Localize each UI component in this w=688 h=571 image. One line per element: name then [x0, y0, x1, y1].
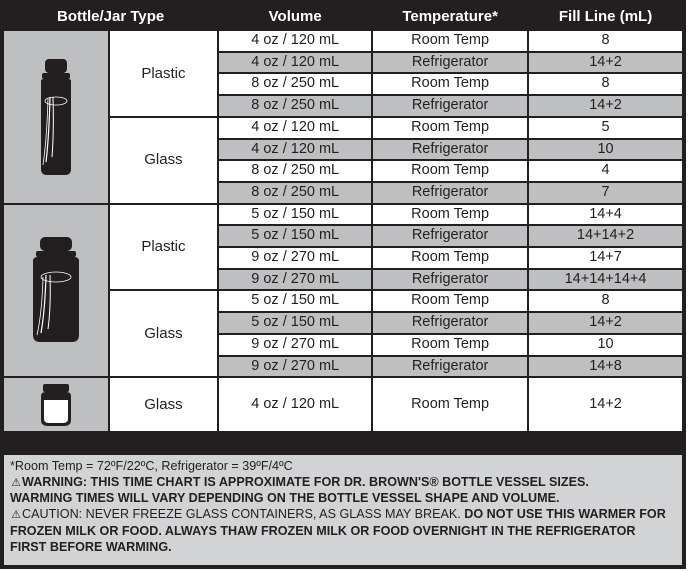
temperature-cell: Room Temp [373, 291, 527, 311]
fill-line-cell: 4 [529, 161, 682, 181]
volume-cell: 4 oz / 120 mL [219, 31, 371, 51]
temperature-cell: Refrigerator [373, 357, 527, 377]
temperature-cell: Room Temp [373, 205, 527, 225]
volume-cell: 5 oz / 150 mL [219, 313, 371, 333]
fill-line-cell: 7 [529, 183, 682, 203]
fill-line-cell: 14+2 [529, 313, 682, 333]
fill-line-cell: 10 [529, 335, 682, 355]
volume-cell: 4 oz / 120 mL [219, 140, 371, 160]
volume-cell: 8 oz / 250 mL [219, 74, 371, 94]
warning-line-1: ⚠WARNING: THIS TIME CHART IS APPROXIMATE FOR DR. BROWN'S® BOTTLE VESSEL SIZES. [10, 475, 682, 492]
wide-bottle-icon [28, 235, 84, 345]
table-row [4, 205, 682, 225]
volume-cell: 9 oz / 270 mL [219, 270, 371, 290]
jar-cell [4, 378, 108, 431]
fill-line-cell: 8 [529, 31, 682, 51]
volume-cell: 5 oz / 150 mL [219, 291, 371, 311]
caution-normal: CAUTION: NEVER FREEZE GLASS CONTAINERS, AS GLASS MAY BREAK. [22, 507, 461, 522]
fill-line-cell: 8 [529, 291, 682, 311]
warning-line-2: WARMING TIMES WILL VARY DEPENDING ON THE BOTTLE VESSEL SHAPE AND VOLUME. [10, 491, 560, 506]
temperature-cell: Room Temp [373, 378, 527, 431]
caution-bold: DO NOT USE THIS WARMER FOR [460, 507, 666, 522]
volume-cell: 5 oz / 150 mL [219, 205, 371, 225]
material-label: Glass [110, 291, 218, 376]
temperature-cell: Room Temp [373, 248, 527, 268]
jar-icon [37, 382, 75, 428]
fill-line-cell: 8 [529, 74, 682, 94]
header-type: Bottle/Jar Type [4, 4, 217, 29]
material-label: Plastic [110, 31, 218, 116]
caution-line-1 [10, 507, 682, 524]
caution-line-2: FROZEN MILK OR FOOD. ALWAYS THAW FROZEN MILK OR FOOD OVERNIGHT IN THE REFRIGERATOR [10, 523, 636, 538]
material-label: Glass [110, 118, 218, 203]
header-volume: Volume [219, 4, 371, 29]
temperature-cell: Refrigerator [373, 140, 527, 160]
fill-line-cell: 5 [529, 118, 682, 138]
fill-line-cell: 14+14+14+4 [529, 270, 682, 290]
fill-line-cell: 14+7 [529, 248, 682, 268]
temperature-cell: Refrigerator [373, 313, 527, 333]
header-temperature: Temperature* [373, 4, 527, 29]
chart-body [4, 31, 682, 431]
warming-chart-table [2, 2, 684, 433]
material-label: Plastic [110, 205, 218, 290]
volume-cell: 9 oz / 270 mL [219, 357, 371, 377]
temperature-cell: Room Temp [373, 335, 527, 355]
caution-line-3: FIRST BEFORE WARMING. [10, 539, 172, 554]
volume-cell: 5 oz / 150 mL [219, 226, 371, 246]
warning-icon: ⚠ [11, 509, 21, 522]
material-label: Glass [110, 378, 218, 431]
header-row [4, 4, 682, 29]
temperature-cell: Room Temp [373, 161, 527, 181]
temperature-cell: Room Temp [373, 74, 527, 94]
fill-line-cell: 14+2 [529, 96, 682, 116]
temperature-cell: Refrigerator [373, 183, 527, 203]
wide-bottle-cell [4, 205, 108, 377]
fill-line-cell: 14+2 [529, 53, 682, 73]
temperature-cell: Refrigerator [373, 96, 527, 116]
volume-cell: 8 oz / 250 mL [219, 96, 371, 116]
table-row [4, 378, 682, 431]
fill-line-cell: 10 [529, 140, 682, 160]
narrow-bottle-icon [36, 57, 76, 177]
temperature-cell: Room Temp [373, 31, 527, 51]
temperature-cell: Refrigerator [373, 53, 527, 73]
warning-icon: ⚠ [11, 476, 21, 489]
notes-panel [4, 455, 682, 565]
volume-cell: 8 oz / 250 mL [219, 161, 371, 181]
volume-cell: 9 oz / 270 mL [219, 248, 371, 268]
volume-cell: 4 oz / 120 mL [219, 378, 371, 431]
volume-cell: 9 oz / 270 mL [219, 335, 371, 355]
volume-cell: 4 oz / 120 mL [219, 53, 371, 73]
narrow-bottle-cell [4, 31, 108, 203]
header-fill: Fill Line (mL) [529, 4, 682, 29]
table-row [4, 31, 682, 51]
temperature-cell: Room Temp [373, 118, 527, 138]
temperature-cell: Refrigerator [373, 270, 527, 290]
fill-line-cell: 14+8 [529, 357, 682, 377]
temperature-cell: Refrigerator [373, 226, 527, 246]
footnote: *Room Temp = 72ºF/22ºC, Refrigerator = 39ºF/4ºC [10, 459, 293, 473]
fill-line-cell: 14+2 [529, 378, 682, 431]
fill-line-cell: 14+4 [529, 205, 682, 225]
fill-line-cell: 14+14+2 [529, 226, 682, 246]
volume-cell: 4 oz / 120 mL [219, 118, 371, 138]
volume-cell: 8 oz / 250 mL [219, 183, 371, 203]
